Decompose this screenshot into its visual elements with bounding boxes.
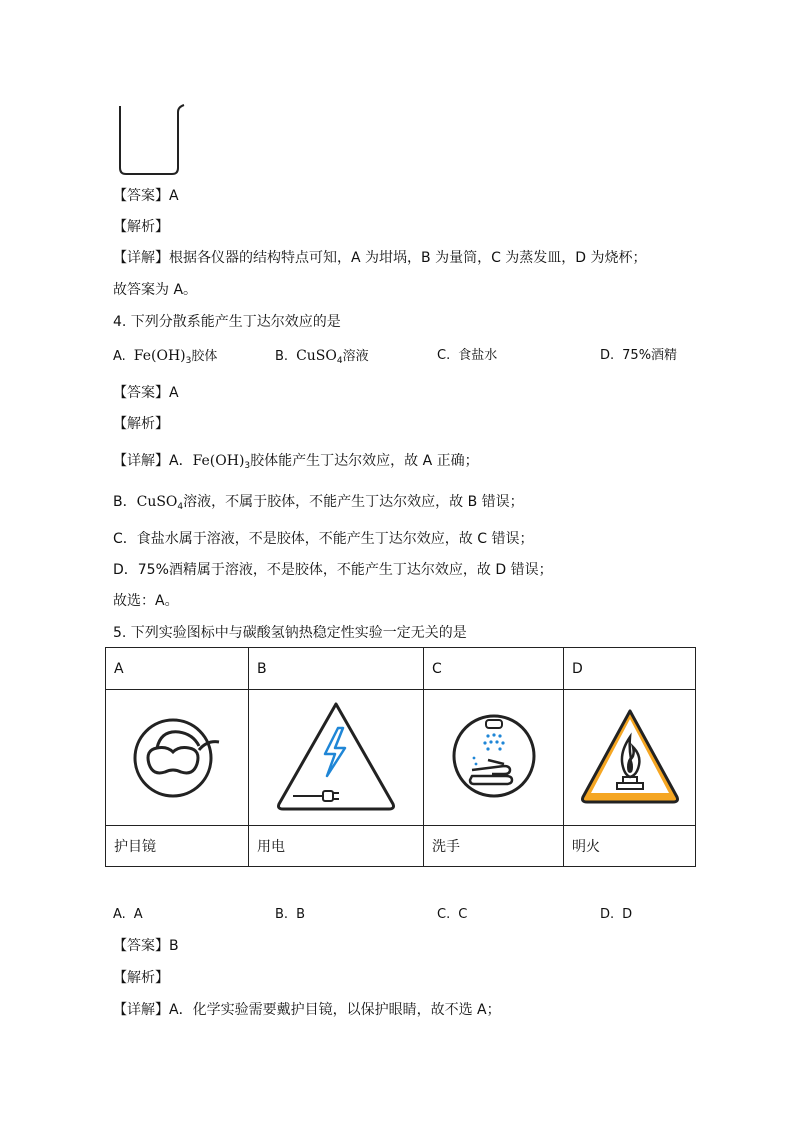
option-text: 溶液 xyxy=(342,349,369,364)
q4-option-c xyxy=(437,346,497,366)
table-label-cell: 洗手 xyxy=(424,826,564,867)
q5-detail-text: A．化学实验需要戴护目镜，以保护眼睛，故不选 A； xyxy=(169,1002,501,1018)
q4-detail-a xyxy=(113,451,479,476)
table-label-row xyxy=(106,826,696,867)
q5-detail-line xyxy=(113,1000,501,1020)
q3-analysis-tag: 【解析】 xyxy=(113,219,169,235)
table-icon-cell xyxy=(564,690,696,826)
q5-stem: 5. 下列实验图标中与碳酸氢钠热稳定性实验一定无关的是 xyxy=(113,625,467,641)
option-formula-sub: 4 xyxy=(336,356,343,366)
q3-detail-text: 根据各仪器的结构特点可知，A 为坩埚，B 为量筒，C 为蒸发皿，D 为烧杯； xyxy=(169,250,647,266)
hand-washing-icon xyxy=(444,706,544,806)
answer-tag: 【答案】 xyxy=(113,938,169,954)
option-key: D. xyxy=(600,348,615,363)
q4-option-a xyxy=(113,346,217,371)
answer-tag: 【答案】 xyxy=(113,188,169,204)
q3-answer: A xyxy=(169,188,179,204)
option-text: A xyxy=(133,907,143,922)
answer-tag: 【答案】 xyxy=(113,385,169,401)
icon-table xyxy=(105,647,696,867)
option-formula: CuSO xyxy=(296,348,337,364)
q5-option-a xyxy=(113,905,143,925)
detail-tag: 【详解】 xyxy=(113,250,169,266)
table-header-row xyxy=(106,648,696,690)
electricity-icon xyxy=(271,696,401,816)
q5-option-b xyxy=(275,905,305,925)
q5-answer-line xyxy=(113,936,179,956)
table-header-cell: B xyxy=(249,648,424,690)
table-icon-cell xyxy=(249,690,424,826)
table-icon-cell xyxy=(106,690,249,826)
q4-detail-b xyxy=(113,492,524,517)
option-key: A. xyxy=(113,349,126,364)
table-header-cell: A xyxy=(106,648,249,690)
table-label-cell: 用电 xyxy=(249,826,424,867)
q4-answer: A xyxy=(169,385,179,401)
detail-prefix: B． xyxy=(113,494,137,510)
q4-option-d xyxy=(600,346,677,366)
q5-option-c xyxy=(437,905,467,925)
option-text: B xyxy=(296,907,305,922)
q5-analysis-tag: 【解析】 xyxy=(113,970,169,986)
detail-tag: 【详解】 xyxy=(113,1002,169,1018)
detail-formula: CuSO xyxy=(136,494,178,510)
option-key: B. xyxy=(275,907,289,922)
table-label-cell: 护目镜 xyxy=(106,826,249,867)
table-icon-cell xyxy=(424,690,564,826)
q3-detail-line xyxy=(113,248,647,268)
detail-prefix: A． xyxy=(169,453,193,469)
beaker-icon xyxy=(110,100,190,180)
q4-conclusion: 故选：A。 xyxy=(113,593,179,609)
detail-text: 胶体能产生丁达尔效应，故 A 正确； xyxy=(250,453,479,469)
option-formula: Fe(OH) xyxy=(133,348,186,364)
q4-stem: 4. 下列分散系能产生丁达尔效应的是 xyxy=(113,314,341,330)
table-label-cell: 明火 xyxy=(564,826,696,867)
q3-conclusion: 故答案为 A。 xyxy=(113,282,198,298)
table-icon-row xyxy=(106,690,696,826)
table-header-cell: D xyxy=(564,648,696,690)
detail-tag: 【详解】 xyxy=(113,453,169,469)
q4-answer-line xyxy=(113,383,179,403)
option-key: B. xyxy=(275,349,289,364)
detail-formula-sub: 4 xyxy=(177,502,184,512)
detail-text: 溶液，不属于胶体，不能产生丁达尔效应，故 B 错误； xyxy=(183,494,524,510)
detail-formula-sub: 3 xyxy=(244,461,251,471)
detail-formula: Fe(OH) xyxy=(192,453,245,469)
option-key: D. xyxy=(600,907,615,922)
option-text: 75%酒精 xyxy=(622,348,678,363)
q4-detail-c: C．食盐水属于溶液，不是胶体，不能产生丁达尔效应，故 C 错误； xyxy=(113,531,534,547)
q4-option-b xyxy=(275,346,369,371)
option-key: C. xyxy=(437,907,451,922)
goggles-icon xyxy=(127,706,227,806)
option-formula-sub: 3 xyxy=(185,356,192,366)
q4-detail-d: D．75%酒精属于溶液，不是胶体，不能产生丁达尔效应，故 D 错误； xyxy=(113,562,553,578)
option-text: 食盐水 xyxy=(458,348,498,363)
q3-answer-line xyxy=(113,186,179,206)
open-flame-icon xyxy=(575,701,685,811)
q5-option-d xyxy=(600,905,632,925)
q5-answer: B xyxy=(169,938,179,954)
option-text: 胶体 xyxy=(191,349,218,364)
option-text: C xyxy=(458,907,468,922)
option-key: A. xyxy=(113,907,126,922)
q4-analysis-tag: 【解析】 xyxy=(113,416,169,432)
option-text: D xyxy=(622,907,633,922)
option-key: C. xyxy=(437,348,451,363)
table-header-cell: C xyxy=(424,648,564,690)
